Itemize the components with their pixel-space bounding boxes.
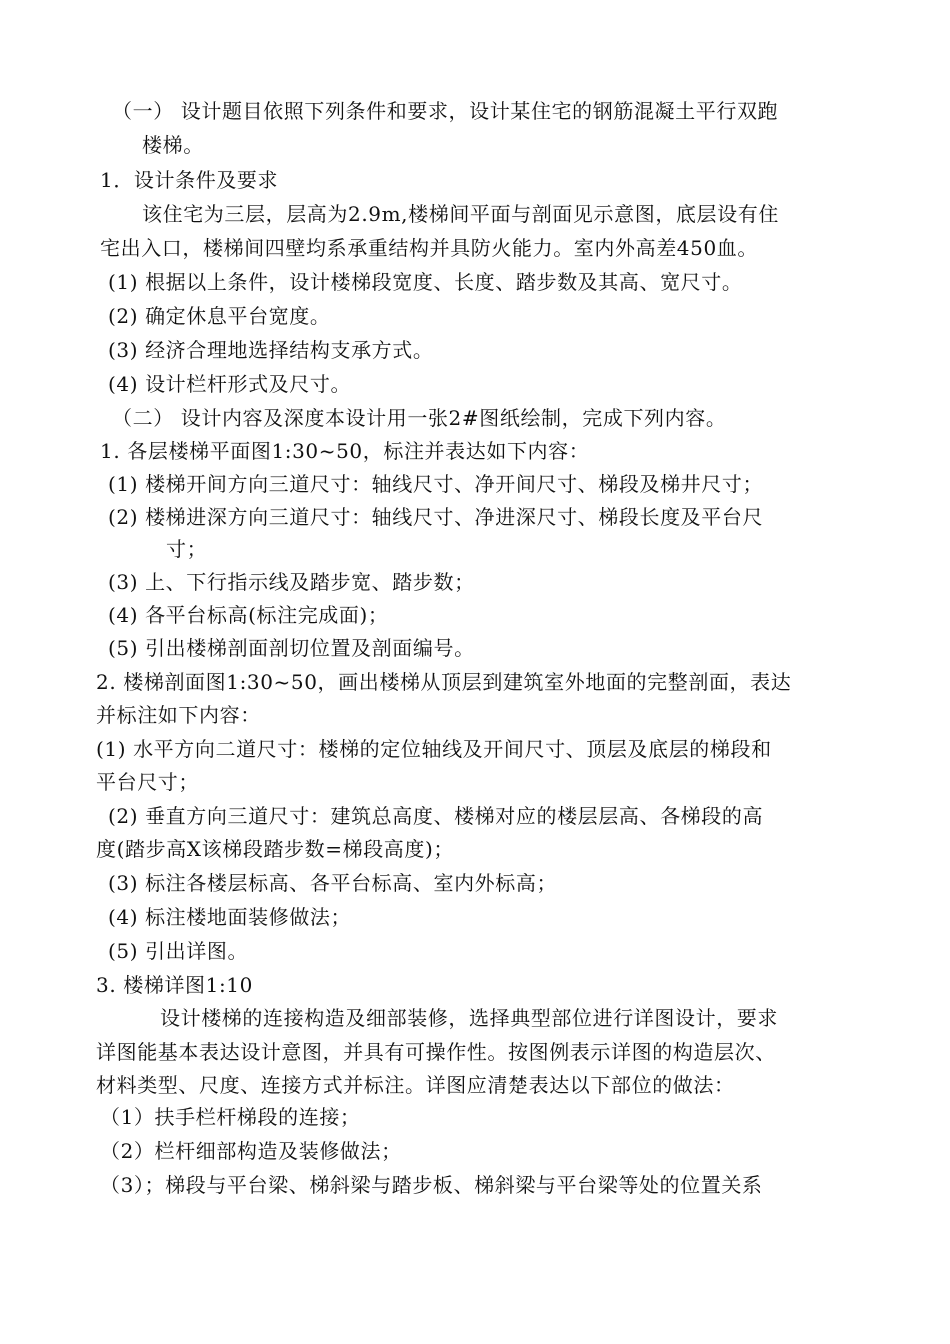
list-item: （1）扶手栏杆梯段的连接； bbox=[100, 1105, 361, 1129]
list-item: (2) 垂直方向三道尺寸：建筑总高度、楼梯对应的楼层层高、各梯段的高 bbox=[108, 804, 764, 828]
section-1-heading-cont: 楼梯。 bbox=[142, 133, 204, 157]
list-item: (5) 引出楼梯剖面剖切位置及剖面编号。 bbox=[108, 636, 475, 660]
list-item: （2）栏杆细部构造及装修做法； bbox=[100, 1139, 402, 1163]
subheading-section: 2. 楼梯剖面图1:30~50，画出楼梯从顶层到建筑室外地面的完整剖面，表达 bbox=[96, 670, 792, 694]
list-item: (4) 各平台标高(标注完成面)； bbox=[108, 603, 389, 627]
subheading-conditions: 1．设计条件及要求 bbox=[100, 168, 279, 192]
list-item: (1) 楼梯开间方向三道尺寸：轴线尺寸、净开间尺寸、梯段及梯井尺寸； bbox=[108, 472, 764, 496]
list-item: (1) 水平方向二道尺寸：楼梯的定位轴线及开间尺寸、顶层及底层的梯段和 bbox=[96, 737, 772, 761]
list-item: (3) 经济合理地选择结构支承方式。 bbox=[108, 338, 434, 362]
paragraph-line: 材料类型、尺度、连接方式并标注。详图应清楚表达以下部位的做法： bbox=[96, 1073, 735, 1097]
list-item: (1) 根据以上条件，设计楼梯段宽度、长度、踏步数及其高、宽尺寸。 bbox=[108, 270, 743, 294]
list-item: (2) 确定休息平台宽度。 bbox=[108, 304, 331, 328]
subheading-plan: 1. 各层楼梯平面图1:30~50，标注并表达如下内容： bbox=[100, 439, 590, 463]
section-1-heading: （一） 设计题目依照下列条件和要求，设计某住宅的钢筋混凝土平行双跑 bbox=[112, 99, 779, 123]
list-item: (3) 上、下行指示线及踏步宽、踏步数； bbox=[108, 570, 475, 594]
paragraph-line: 宅出入口，楼梯间四壁均系承重结构并具防火能力。室内外高差450血。 bbox=[100, 236, 758, 260]
subheading-detail: 3. 楼梯详图1:10 bbox=[96, 973, 253, 997]
list-item-cont: 平台尺寸； bbox=[96, 770, 199, 794]
list-item: （3）；梯段与平台梁、梯斜梁与踏步板、梯斜梁与平台梁等处的位置关系 bbox=[100, 1173, 763, 1197]
list-item: (3) 标注各楼层标高、各平台标高、室内外标高； bbox=[108, 871, 558, 895]
list-item-cont: 度(踏步高X该梯段踏步数=梯段高度)； bbox=[96, 837, 455, 861]
paragraph-line: 该住宅为三层，层高为2.9m,楼梯间平面与剖面见示意图，底层设有住 bbox=[142, 202, 779, 226]
list-item: (4) 设计栏杆形式及尺寸。 bbox=[108, 372, 352, 396]
list-item: (5) 引出详图。 bbox=[108, 939, 249, 963]
section-2-heading: （二） 设计内容及深度本设计用一张2#图纸绘制，完成下列内容。 bbox=[112, 406, 727, 430]
list-item-cont: 寸； bbox=[166, 537, 208, 561]
paragraph-line: 详图能基本表达设计意图，并具有可操作性。按图例表示详图的构造层次、 bbox=[96, 1040, 776, 1064]
subheading-section-cont: 并标注如下内容： bbox=[96, 703, 261, 727]
paragraph-line: 设计楼梯的连接构造及细部装修，选择典型部位进行详图设计，要求 bbox=[160, 1006, 778, 1030]
list-item: (2) 楼梯进深方向三道尺寸：轴线尺寸、净进深尺寸、梯段长度及平台尺 bbox=[108, 505, 764, 529]
list-item: (4) 标注楼地面装修做法； bbox=[108, 905, 352, 929]
